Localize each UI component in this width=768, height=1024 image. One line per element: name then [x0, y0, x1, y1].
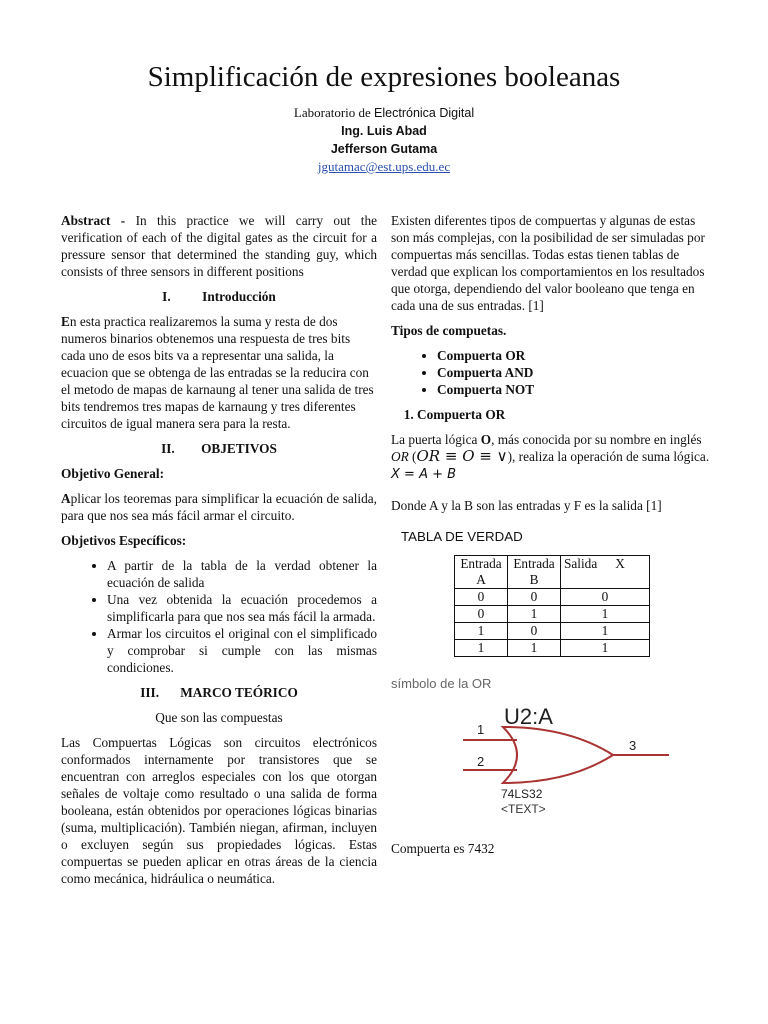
intro-paragraph [61, 313, 377, 432]
or-heading: 1. Compuerta OR [417, 406, 711, 423]
author-name: Jefferson Gutama [330, 142, 438, 156]
list-item: • Compuerta NOT [437, 381, 711, 398]
objetivos-especificos-heading: Objetivos Específicos: [61, 533, 187, 548]
gate-ref-label: U2:A [504, 704, 553, 729]
instructor-name: Ing. Luis Abad [341, 124, 427, 138]
or-gate-body [503, 727, 613, 783]
objetivo-general-text: plicar los teoremas para simplificar la ecuación de salida, para que nos sea más fácil armar el circuito. [61, 491, 377, 523]
donde-paragraph: Donde A y la B son las entradas y F es la salida [1] [391, 498, 662, 513]
text-field-label: <TEXT> [501, 802, 546, 816]
or-heading-list [391, 406, 711, 423]
or-symbol-text: OR ≡ O ≡ ∨ [416, 447, 508, 465]
list-item: • Armar los circuitos el original con el simplificado y comprobar si cumple con las mismas condiciones. [107, 625, 377, 676]
lab-line [0, 104, 768, 122]
col-entrada-a: Entrada A [455, 556, 508, 589]
objetivo-general-heading: Objetivo General: [61, 466, 165, 481]
section-heading-objetivos: II. OBJETIVOS [161, 441, 277, 456]
col-salida: Salida X [561, 556, 650, 589]
author-email-link[interactable]: jgutamac@est.ups.edu.ec [317, 159, 451, 174]
lab-name: Electrónica Digital [374, 106, 475, 120]
table-header-row [455, 556, 650, 589]
or-symbol-label: símbolo de la OR [391, 676, 492, 691]
intro-dropcap: E [61, 314, 70, 329]
right-column [391, 212, 711, 865]
or-formula: X = A + B [391, 467, 457, 482]
abstract-label: Abstract - [61, 213, 126, 228]
pin-3-label: 3 [629, 738, 637, 753]
pin-1-label: 1 [477, 722, 485, 737]
lab-prefix: Laboratorio de [293, 105, 375, 120]
truth-table [454, 555, 650, 657]
table-row: 1 0 1 [455, 623, 650, 640]
marco-subheading: Que son las compuestas [155, 710, 283, 725]
list-item: • Compuerta OR [437, 347, 711, 364]
col-entrada-b: Entrada B [508, 556, 561, 589]
pin-2-label: 2 [477, 754, 485, 769]
intro-text: n esta practica realizaremos la suma y resta de dos numeros binarios obtenemos una respuesta de tres bits cada uno de esos bits va a representar una salida, la ecuacion que se obtenga de las entradas se la reducira con el metodo de mapas de karnaung al tener una salida de tres bits tendremos tres mapas de karnaung y tres diferentes circuitos de igual manera sera para la resta. [61, 314, 374, 431]
objetivo-general-dropcap: A [61, 491, 71, 506]
section-heading-intro: I. Introducción [162, 289, 276, 304]
list-item: • A partir de la tabla de la verdad obtener la ecuación de salida [107, 557, 377, 591]
part-number-label: 74LS32 [501, 787, 543, 801]
table-row: 1 1 1 [455, 640, 650, 657]
compuertas-intro-paragraph: Existen diferentes tipos de compuertas y algunas de estas son más complejas, con la posibilidad de ser simuladas por compuertas más sencillas. Todas estas tienen tablas de verdad que explican los comportamientos en los resultados que otorga, dependiendo del valor booleano que tenga en cada una de sus entradas. [1] [391, 213, 705, 313]
abstract-text: In this practice we will carry out the verification of each of the digital gates as the circuit for a pressure sensor that determined the standing guy, which consists of three sensors in different positions [61, 213, 377, 279]
or-gate-schematic [391, 692, 671, 832]
left-column [61, 212, 377, 895]
table-row: 0 1 1 [455, 606, 650, 623]
table-row: 0 0 0 [455, 589, 650, 606]
paper-header [0, 60, 768, 175]
section-heading-marco: III. MARCO TEÓRICO [140, 685, 298, 700]
tipos-list [391, 347, 711, 398]
objetivo-general-paragraph [61, 490, 377, 524]
truth-table-title: TABLA DE VERDAD [401, 529, 523, 544]
list-item: • Una vez obtenida la ecuación procedemos a simplificarla para que nos sea más fácil la armada. [107, 591, 377, 625]
compuerta-footer: Compuerta es 7432 [391, 841, 495, 856]
paper-title: Simplificación de expresiones booleanas [147, 61, 621, 93]
or-description: La puerta lógica O, más conocida por su nombre en inglés OR (OR ≡ O ≡ ∨), realiza la operación de suma lógica. X = A + B [391, 432, 710, 482]
abstract-paragraph [61, 212, 377, 280]
objetivos-especificos-list [61, 557, 377, 676]
marco-paragraph: Las Compuertas Lógicas son circuitos electrónicos conformados internamente por transistores que se encuentran con arreglos especiales con los que otorgan señales de voltaje como resultado o una salida de forma booleana, están obtenidos por operaciones lógicas binarias (suma, multiplicación). También niegan, afirman, incluyen o excluyen según sus propiedades lógicas. Estas compuertas se pueden aplicar en otras áreas de la ciencia como mecánica, hidráulica o neumática. [61, 735, 377, 886]
tipos-heading: Tipos de compuetas. [391, 323, 507, 338]
list-item: • Compuerta AND [437, 364, 711, 381]
